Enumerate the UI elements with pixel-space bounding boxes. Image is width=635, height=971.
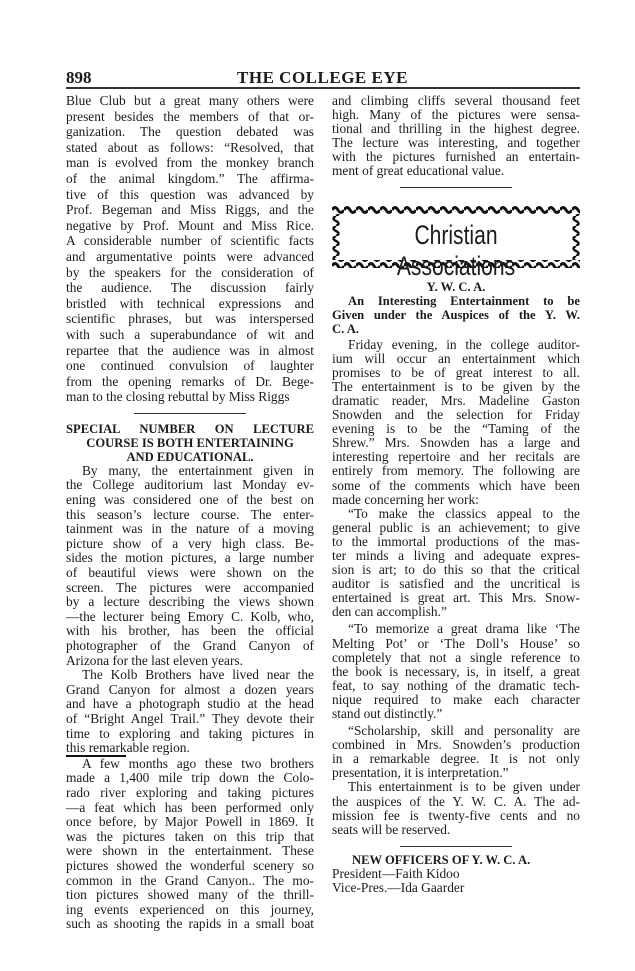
text-line: screen. The pictures were accompanied <box>66 579 314 595</box>
text-line: This entertainment is to be given under <box>348 779 580 795</box>
text-line: entirely from memory. The following are <box>332 463 580 479</box>
lecture-paragraph <box>66 757 314 932</box>
text-line: nique required to make each character <box>332 691 580 707</box>
text-line: made concerning her work: <box>332 491 479 507</box>
text-line: of beautiful views were shown on the <box>66 565 314 581</box>
text-line: ing events experienced on this journey, <box>66 901 314 917</box>
text-line: the book is necessary, is, in itself, a great <box>332 663 580 679</box>
text-line: the audience. The discussion fairly <box>66 280 314 296</box>
text-line: the College auditorium last Monday ev- <box>66 477 314 493</box>
text-line: ganization. The question debated was <box>66 124 314 140</box>
text-line: completely that not a single reference to <box>332 649 580 665</box>
text-line: to the immortal productions of the mas- <box>332 533 580 549</box>
left-column <box>66 93 314 932</box>
text-line: with such a superabundance of wit and <box>66 326 314 342</box>
section-banner <box>332 206 580 281</box>
text-line: by a lecture describing the views shown <box>66 594 314 610</box>
text-line: the auspices of the Y. W. C. A. The ad- <box>332 793 580 809</box>
text-line: Given under the Auspices of the Y. W. <box>332 307 580 322</box>
text-line: tive of this question was advanced by <box>66 186 314 202</box>
officer-vice-president: Vice-Pres.—Ida Gaarder <box>332 879 465 895</box>
officer-president: President—Faith Kidoo <box>332 865 460 881</box>
text-line: man is evolved from the monkey branch <box>66 155 314 171</box>
text-line: den can accomplish.” <box>332 604 447 620</box>
text-line: of the animal kingdom.” The affirma- <box>66 170 314 186</box>
text-line: sion is art; to do this so that the critical <box>332 562 580 578</box>
text-line: Prof. Begeman and Miss Riggs, and the <box>66 202 314 218</box>
text-line: ter minds a living and adequate expres- <box>332 547 580 563</box>
lecture-paragraph <box>66 668 314 756</box>
text-line: were shown in the entertainment. These <box>66 843 314 859</box>
text-line: C. A. <box>332 321 359 336</box>
text-line: The Kolb Brothers have lived near the <box>82 667 314 683</box>
text-line: of “Bright Angel Trail.” They devote their <box>66 710 314 726</box>
text-line: auditor is satisfied and the uncritical is <box>332 576 580 592</box>
text-line: in a remarkable degree. It is not only <box>332 751 580 767</box>
ywca-quote <box>332 507 580 620</box>
text-line: made a 1,400 mile trip down the Colo- <box>66 770 314 786</box>
text-line: some of the comments which have been <box>332 477 580 493</box>
text-line: picture show of a very high class. Be- <box>66 535 314 551</box>
text-line: was the pictures taken on this trip that <box>66 828 314 844</box>
text-line: sides the motion pictures, a large number <box>66 550 314 566</box>
text-line: presentation, it is interpretation.” <box>332 765 509 781</box>
text-line: and argumentative points were advanced <box>66 248 314 264</box>
text-line: The entertainment is to be given by the <box>332 378 580 394</box>
text-line: SPECIAL NUMBER ON LECTURE <box>66 421 314 436</box>
publication-title: THE COLLEGE EYE <box>237 68 408 87</box>
ywca-headline <box>332 294 580 336</box>
text-line: COURSE IS BOTH ENTERTAINING <box>86 435 294 450</box>
text-line: scientific phrases, but was interspersed <box>66 311 314 327</box>
text-line: dramatic reader, Mrs. Madeline Gaston <box>332 392 580 408</box>
text-line: high. Many of the pictures were sensa- <box>332 107 580 123</box>
text-line: Friday evening, in the college auditor- <box>348 336 580 352</box>
text-line: By many, the entertainment given in <box>82 462 314 478</box>
ywca-quote <box>332 622 580 721</box>
text-line: Shrew.” Mrs. Snowden has a large and <box>332 435 580 451</box>
text-line: pictures showed the wonderful scenery so <box>66 857 314 873</box>
text-line: photographer of the Grand Canyon of <box>66 638 314 653</box>
text-line: stated about as follows: “Resolved, that <box>66 139 314 155</box>
section-title: Christian Associations <box>396 219 516 281</box>
lecture-headline <box>66 422 314 464</box>
text-line: tional and thrilling in the highest degree. <box>332 121 580 137</box>
text-line: —a feat which has been performed only <box>66 799 314 815</box>
text-line: tainment was in the nature of a moving <box>66 521 314 537</box>
text-line: general public is an achievement; to give <box>332 519 580 535</box>
ywca-quote <box>332 724 580 780</box>
text-line: “Scholarship, skill and personality are <box>348 723 580 739</box>
text-line: Blue Club but a great many others were <box>66 93 314 108</box>
text-line: once before, by Major Powell in 1869. It <box>66 814 314 830</box>
text-line: ium will occur an entertainment which <box>332 350 580 366</box>
text-line: this remarkable region. <box>66 740 190 756</box>
header-rule <box>66 87 580 89</box>
text-line: rado river exploring and taking pictures <box>66 784 314 800</box>
text-line: with the pictures furnished an entertain- <box>332 149 580 165</box>
ywca-paragraph <box>332 780 580 836</box>
text-line: man to the closing rebuttal by Miss Riggs <box>66 389 290 405</box>
text-line: with his brother, has been the official <box>66 623 314 639</box>
text-line: this season’s lecture course. The enter- <box>66 506 314 522</box>
ywca-paragraph <box>332 338 580 507</box>
debate-article <box>66 93 314 405</box>
text-line: time to exploring and taking pictures in <box>66 725 314 741</box>
text-line: interesting repertoire and her recitals are <box>332 449 580 465</box>
text-line: combined in Mrs. Snowden’s production <box>332 737 580 753</box>
text-line: entertained is great art. This Mrs. Snow- <box>332 590 580 606</box>
text-line: common in the Grand Canyon.. The mo- <box>66 872 314 888</box>
text-line: from the opening remarks of Dr. Bege- <box>66 373 314 389</box>
right-column <box>332 94 580 895</box>
officers-heading: NEW OFFICERS OF Y. W. C. A. <box>352 852 531 867</box>
officers-list <box>332 867 580 895</box>
page-number: 898 <box>66 68 92 87</box>
text-line: Snowden and the selection for Friday <box>332 407 580 423</box>
text-line: and have a photograph studio at the head <box>66 696 314 712</box>
text-line: A few months ago these two brothers <box>82 755 314 771</box>
text-line: seats will be reserved. <box>332 821 451 837</box>
text-line: repartee that the audience was in almost <box>66 342 314 358</box>
text-line: An Interesting Entertainment to be <box>348 293 580 308</box>
text-line: Melting Pot’ or ‘The Doll’s House’ so <box>332 635 580 651</box>
text-line: and climbing cliffs several thousand feet <box>332 93 580 108</box>
text-line: stand out distinctly.” <box>332 706 443 721</box>
text-line: The lecture was interesting, and together <box>332 135 580 151</box>
text-line: such as shooting the rapids in a small boat <box>66 916 314 932</box>
text-line: tion pictures showed many of the thrill- <box>66 887 314 903</box>
text-line: present besides the members of that or- <box>66 108 314 124</box>
text-line: one continued convulsion of laughter <box>66 358 314 374</box>
text-line: promises to be of great interest to all. <box>332 364 580 380</box>
text-line: “To make the classics appeal to the <box>348 505 580 521</box>
text-line: “To memorize a great drama like ‘The <box>348 621 580 637</box>
lecture-continuation <box>332 94 580 179</box>
text-line: negative by Prof. Mount and Miss Rice. <box>66 217 314 233</box>
lecture-paragraph <box>66 464 314 668</box>
text-line: Arizona for the last eleven years. <box>66 652 243 668</box>
text-line: —the lecturer being Emory C. Kolb, who, <box>66 608 314 624</box>
text-line: bristled with technical expressions and <box>66 295 314 311</box>
text-line: A considerable number of scientific facts <box>66 233 314 249</box>
text-line: AND EDUCATIONAL. <box>126 449 254 464</box>
text-line: evening is to be the “Taming of the <box>332 421 580 437</box>
text-line: ening was considered one of the best on <box>66 492 314 508</box>
text-line: mission fee is twenty-five cents and no <box>332 807 580 823</box>
text-line: feat, to say nothing of the dramatic tech- <box>332 677 580 693</box>
text-line: ment of great educational value. <box>332 163 505 179</box>
text-line: by the speakers for the consideration of <box>66 264 314 280</box>
ywca-title: Y. W. C. A. <box>426 279 486 294</box>
text-line: Grand Canyon for almost a dozen years <box>66 681 314 697</box>
